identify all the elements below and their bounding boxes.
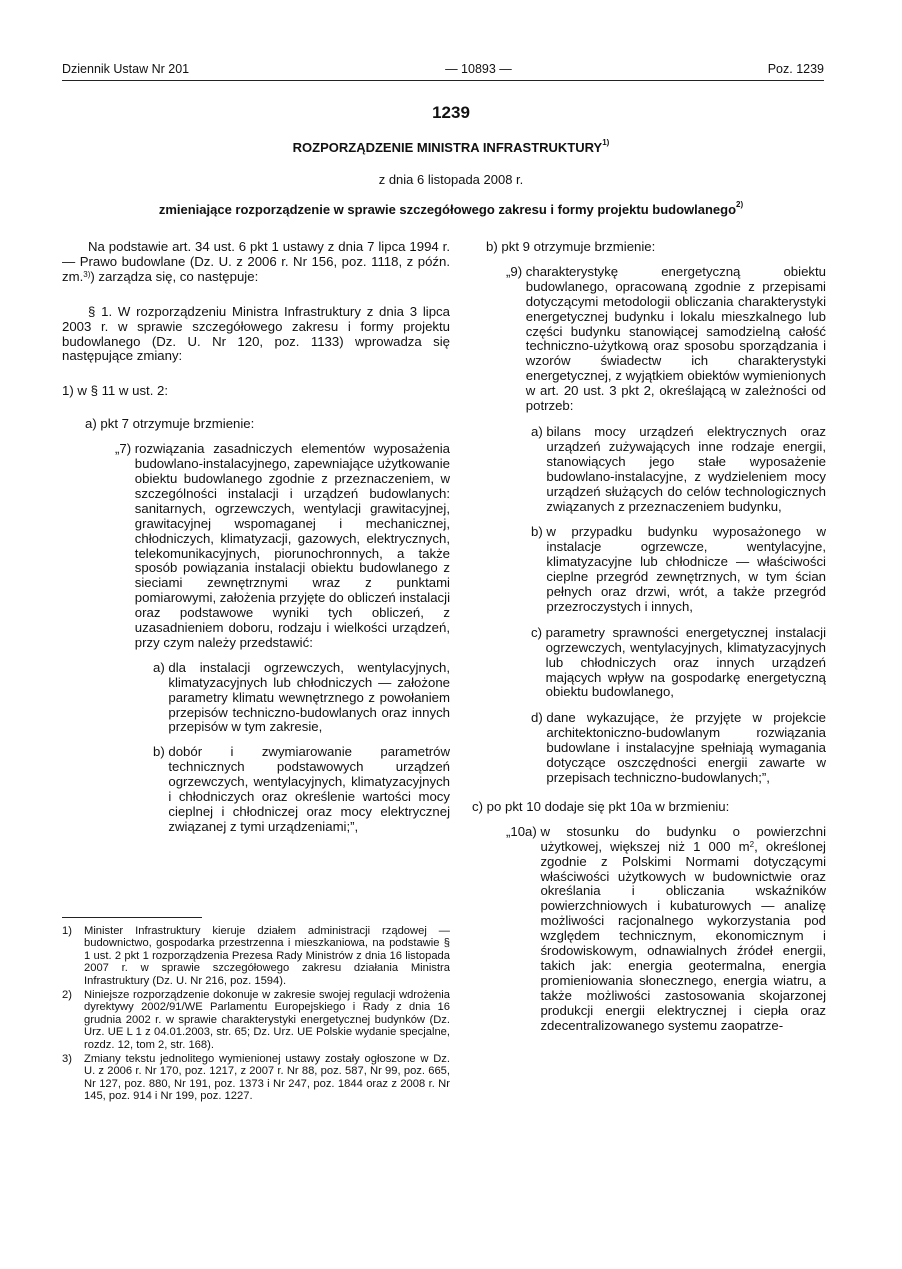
header-rule <box>62 80 824 81</box>
point-9-d-text: dane wykazujące, że przyjęte w projekcie architektoniczno-budowlanym rozwiązania budowlane i instalacyjne spełniają wymagania dotyczące oszczędności energii zawarte w przepisach techniczno-budowlanych;”, <box>546 710 826 785</box>
point-9-b-text: w przypadku budynku wyposażonego w instalacje ogrzewcze, wentylacyjne, klimatyzacyjne lub chłodnicze — właściwości cieplne przegród zewnętrznych, w tym ścian pełnych oraz drzwi, wrót, a także przegród przezroczystych i innych, <box>546 524 826 614</box>
point-9-subpoint-b <box>531 525 826 614</box>
footnote-1 <box>62 925 450 987</box>
point-7-label: „7) <box>115 441 135 457</box>
point-10a-text-a: w stosunku do budynku o powierzchni użytkowej, większej niż 1 000 m <box>540 823 826 854</box>
header-journal: Dziennik Ustaw Nr 201 <box>62 62 190 76</box>
point-9-b-label: b) <box>531 524 547 540</box>
subpoint-a <box>153 661 450 736</box>
document-title <box>0 140 902 155</box>
point-10a-text <box>540 825 826 1034</box>
point-10a-text-b: , określonej zgodnie z Polskimi Normami dotyczącymi właściwości użytkowych w budownictwie oraz określania i obliczania wskaźników powierzchniowych i kubaturowych — analizę możliwości racjonalnego wykorzystania pod względem technicznym, ekonomicznym i środowiskowym, odnawialnych źródeł energii, takich jak: energia geotermalna, energia promieniowania słonecznego, energia wiatru, a także możliwości zastosowania skojarzonej produkcji energii elektrycznej i ciepła oraz zdecentralizowanego systemu zaopatrze- <box>540 838 826 1033</box>
document-subject <box>0 202 902 217</box>
quoted-point-10a <box>506 825 826 1034</box>
quoted-point-7 <box>115 442 450 651</box>
point-9-a-label: a) <box>531 423 547 439</box>
item-c: c) po pkt 10 dodaje się pkt 10a w brzmieniu: <box>472 798 730 814</box>
quoted-point-9 <box>506 265 826 414</box>
running-header <box>62 62 824 76</box>
point-9-subpoint-a <box>531 425 826 514</box>
footnote-2-text: Niniejsze rozporządzenie dokonuje w zakresie swojej regulacji wdrożenia dyrektywy 2002/91/WE Parlamentu Europejskiego i Rady z dnia 16 grudnia 2002 r. w sprawie charakterystyki energetycznej budynków (Dz. Urz. UE L 1 z 04.01.2003, str. 65; Dz. Urz. UE Polskie wydanie specjalne, rozdz. 12, tom 2, str. 168). <box>84 989 450 1051</box>
subpoint-a-label: a) <box>153 659 169 675</box>
intro-text-b: ) zarządza się, co następuje: <box>90 268 259 284</box>
footnote-2 <box>62 989 450 1051</box>
header-position: Poz. 1239 <box>767 62 824 76</box>
title-footnote-ref: 1) <box>602 138 610 147</box>
title-text: ROZPORZĄDZENIE MINISTRA INFRASTRUKTURY <box>292 140 603 155</box>
footnote-1-label: 1) <box>62 925 72 937</box>
subpoint-b-label: b) <box>153 744 169 760</box>
point-9-text: charakterystykę energetyczną obiektu budowlanego, opracowaną zgodnie z przepisami dotyczącymi metodologii obliczania charakterystyki energetycznej budynku i lokalu mieszkalnego lub części budynku stanowiącej samodzielną całość techniczno-użytkową oraz sposobu sporządzania i wzorów świadectw ich charakterystyki energetycznej, z wyjątkiem obiektów wymienionych w art. 20 ust. 3 pkt 2, określającą w zależności od potrzeb: <box>525 263 826 414</box>
area-unit-superscript: 2 <box>749 839 755 849</box>
document-date: z dnia 6 listopada 2008 r. <box>378 172 524 187</box>
item-1a: a) pkt 7 otrzymuje brzmienie: <box>85 416 255 432</box>
subject-footnote-ref: 2) <box>736 200 744 209</box>
footnote-1-text: Minister Infrastruktury kieruje działem administracji rządowej — budownictwo, gospodarka przestrzenna i mieszkaniowa, na podstawie § 1 ust. 2 pkt 1 rozporządzenia Prezesa Rady Ministrów z dnia 16 listopada 2007 r. w sprawie szczegółowego zakresu działania Ministra Infrastruktury (Dz. U. Nr 216, poz. 1594). <box>84 925 450 987</box>
point-9-a-text: bilans mocy urządzeń elektrycznych oraz urządzeń zużywających inne rodzaje energii, stanowiących jego stałe wyposażenie budowlano-instalacyjne, z wydzieleniem mocy urządzeń służących do celów technologicznych związanych z przeznaczeniem budynku, <box>546 423 826 514</box>
point-9-c-text: parametry sprawności energetycznej instalacji ogrzewczych, wentylacyjnych, klimatyzacyjnych lub chłodniczych oraz innych urządzeń mających wpływ na gospodarkę energetyczną obiektu budowlanego, <box>545 624 826 700</box>
left-column <box>62 240 450 835</box>
footnote-3 <box>62 1053 450 1103</box>
section-1-paragraph: § 1. W rozporządzeniu Ministra Infrastruktury z dnia 3 lipca 2003 r. w sprawie szczegółowego zakresu i formy projektu budowlanego (Dz. U. Nr 120, poz. 1133) wprowadza się następujące zmiany: <box>62 303 450 364</box>
header-page-number: — 10893 — <box>445 62 512 76</box>
point-10a-label: „10a) <box>506 823 541 839</box>
item-b: b) pkt 9 otrzymuje brzmienie: <box>486 239 656 254</box>
footnote-rule <box>62 917 202 918</box>
point-9-d-label: d) <box>531 710 547 726</box>
footnote-2-label: 2) <box>62 989 72 1002</box>
point-9-label: „9) <box>506 263 526 279</box>
right-column <box>472 239 826 1034</box>
point-7-text: rozwiązania zasadniczych elementów wyposażenia budowlano-instalacyjnego, zapewniające użytkowanie obiektu budowlanego zgodnie z przeznaczeniem, w szczególności instalacji i urządzeń budowlanych: sanitarnych, ogrzewczych, wentylacji grawitacyjnej, grawitacyjnej wspomaganej i mechanicznej, chłodniczych, klimatyzacji, gazowych, elektrycznych, telekomunikacyjnych, piorunochronnych, a także sposób powiązania instalacji obiektu budowlanego z sieciami zewnętrznymi wraz z punktami pomiarowymi, założenia przyjęte do obliczeń instalacji oraz podstawowe wyniki tych obliczeń, z uzasadnieniem doboru, rodzaju i wielkości urządzeń, przy czym należy przedstawić: <box>134 441 451 650</box>
document-number: 1239 <box>432 103 470 122</box>
intro-text-a: Na podstawie art. 34 ust. 6 pkt 1 ustawy z dnia 7 lipca 1994 r. — Prawo budowlane (Dz. U. z 2006 r. Nr 156, poz. 1118, z późn. zm. <box>62 239 450 284</box>
footnote-3-label: 3) <box>62 1053 72 1066</box>
footnote-3-text: Zmiany tekstu jednolitego wymienionej ustawy zostały ogłoszone w Dz. U. z 2006 r. Nr 170, poz. 1217, z 2007 r. Nr 88, poz. 587, Nr 99, poz. 665, Nr 127, poz. 880, Nr 191, poz. 1373 i Nr 247, poz. 1844 oraz z 2008 r. Nr 145, poz. 914 i Nr 199, poz. 1227. <box>84 1053 450 1103</box>
subpoint-b <box>153 745 450 834</box>
subpoint-b-text: dobór i zwymiarowanie parametrów technicznych podstawowych urządzeń ogrzewczych, wentylacyjnych, klimatyzacyjnych i chłodniczych oraz określenie wartości mocy cieplnej i chłodniczej oraz mocy elektrycznej związanej z tymi urządzeniami;”, <box>168 744 450 834</box>
item-1: 1) w § 11 w ust. 2: <box>62 383 169 399</box>
subject-text: zmieniające rozporządzenie w sprawie szczegółowego zakresu i formy projektu budowlanego <box>158 202 737 217</box>
point-9-c-label: c) <box>531 624 546 640</box>
point-9-subpoint-c <box>531 626 826 701</box>
intro-footnote-ref: 3) <box>83 269 91 279</box>
intro-paragraph <box>62 240 450 285</box>
subpoint-a-text: dla instalacji ogrzewczych, wentylacyjnych, klimatyzacyjnych lub chłodniczych — założone parametry klimatu wewnętrznego z powołaniem przepisów techniczno-budowlanych oraz innych przepisów w tym zakresie, <box>168 659 450 735</box>
point-9-subpoint-d <box>531 711 826 786</box>
footnotes <box>62 925 450 1105</box>
